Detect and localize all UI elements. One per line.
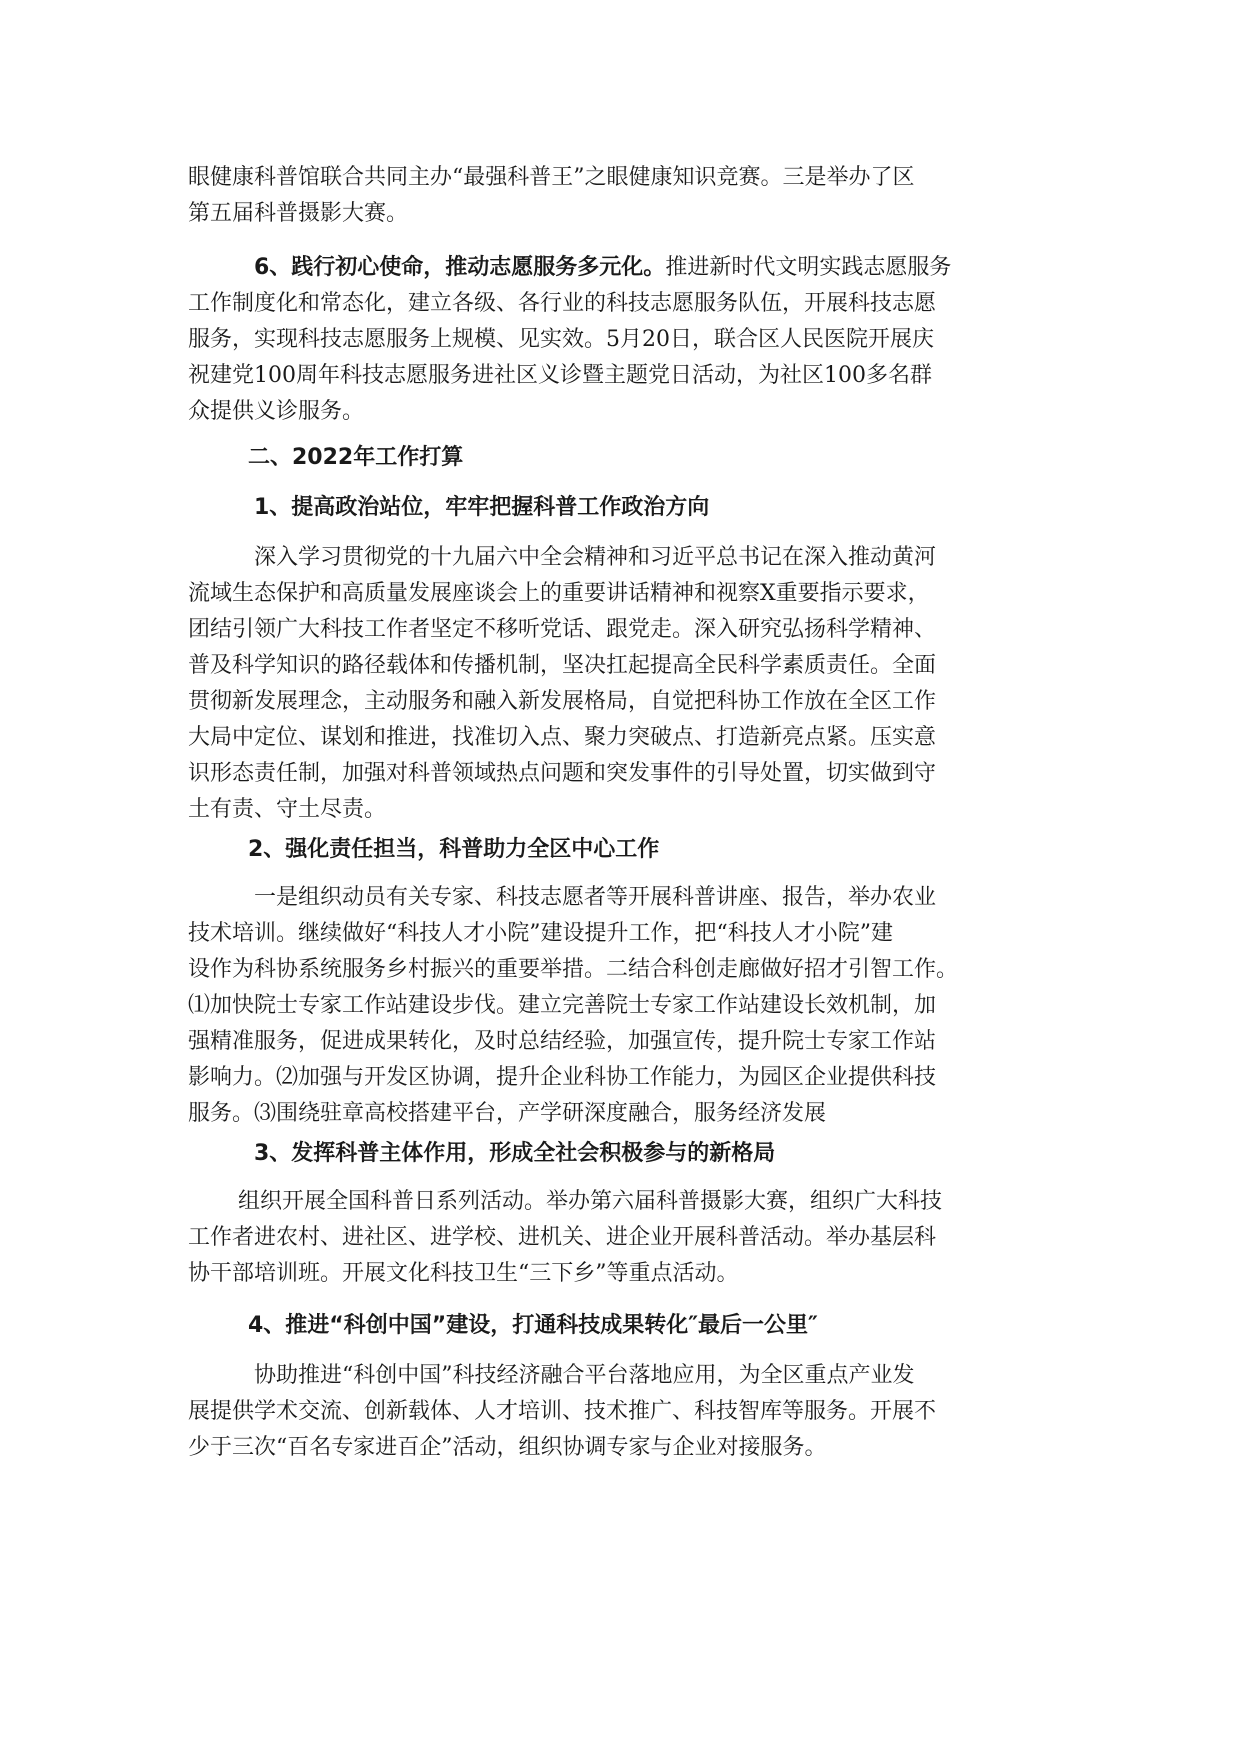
- text-line: 一是组织动员有关专家、科技志愿者等开展科普讲座、报告，举办农业: [254, 885, 937, 910]
- subheading-1: [188, 490, 1068, 526]
- text-line: 团结引领广大科技工作者坚定不移听党话、跟党走。深入研究弘扬科学精神、: [188, 617, 937, 642]
- sci-innovation-china-paragraph: [188, 1358, 1068, 1466]
- text-line: 识形态责任制，加强对科普领域热点问题和突发事件的引导处置，切实做到守: [188, 761, 937, 786]
- political-direction-paragraph: [188, 540, 1068, 828]
- text-line: 设作为科协系统服务乡村振兴的重要举措。二结合科创走廊做好招才引智工作。: [188, 957, 959, 982]
- text-line: 少于三次“百名专家进百企”活动，组织协调专家与企业对接服务。: [188, 1435, 827, 1460]
- text-line: 土有责、守土尽责。: [188, 797, 387, 822]
- responsibility-paragraph: [188, 880, 1068, 1132]
- text-line: 服务，实现科技志愿服务上规模、见实效。5月20日，联合区人民医院开展庆: [188, 327, 934, 352]
- text-line: 众提供义诊服务。: [188, 399, 365, 424]
- text-line: 协干部培训班。开展文化科技卫生“三下乡”等重点活动。: [188, 1261, 739, 1286]
- subheading-3: [188, 1136, 1068, 1172]
- text-line: ⑴加快院士专家工作站建设步伐。建立完善院士专家工作站建设长效机制，加: [188, 993, 937, 1018]
- text-line: 组织开展全国科普日系列活动。举办第六届科普摄影大赛，组织广大科技: [238, 1189, 943, 1214]
- subheading-text: 2、强化责任担当，科普助力全区中心工作: [248, 837, 660, 862]
- volunteer-service-paragraph: [188, 250, 1068, 430]
- text-line: 流域生态保护和高质量发展座谈会上的重要讲话精神和视察X重要指示要求，: [188, 581, 930, 606]
- text-line: 工作者进农村、进社区、进学校、进机关、进企业开展科普活动。举办基层科: [188, 1225, 937, 1250]
- text-line: 展提供学术交流、创新载体、人才培训、技术推广、科技智库等服务。开展不: [188, 1399, 937, 1424]
- subheading-text: 1、提高政治站位，牢牢把握科普工作政治方向: [254, 495, 710, 520]
- paragraph-lead-bold: 6、践行初心使命，推动志愿服务多元化。: [254, 255, 666, 280]
- subheading-4: [188, 1308, 1068, 1344]
- text-line: 深入学习贯彻党的十九届六中全会精神和习近平总书记在深入推动黄河: [254, 545, 937, 570]
- text-line: 协助推进“科创中国”科技经济融合平台落地应用，为全区重点产业发: [254, 1363, 915, 1388]
- text-line: 祝建党100周年科技志愿服务进社区义诊暨主题党日活动，为社区100多名群: [188, 363, 932, 388]
- subheading-2: [188, 832, 1068, 868]
- science-subject-paragraph: [188, 1184, 1068, 1292]
- paragraph-lead-rest: 推进新时代文明实践志愿服务: [665, 255, 952, 280]
- text-line: 强精准服务，促进成果转化，及时总结经验，加强宣传，提升院士专家工作站: [188, 1029, 937, 1054]
- text-line: 眼健康科普馆联合共同主办“最强科普王”之眼健康知识竞赛。三是举办了区: [188, 165, 915, 190]
- text-line: 普及科学知识的路径载体和传播机制，坚决扛起提高全民科学素质责任。全面: [188, 653, 937, 678]
- subheading-text: 3、发挥科普主体作用，形成全社会积极参与的新格局: [254, 1141, 776, 1166]
- subheading-text: 4、推进“科创中国”建设，打通科技成果转化″最后一公里″: [248, 1313, 818, 1338]
- text-line: [188, 250, 1068, 286]
- text-line: 大局中定位、谋划和推进，找准切入点、聚力突破点、打造新亮点紧。压实意: [188, 725, 937, 750]
- text-line: 贯彻新发展理念，主动服务和融入新发展格局，自觉把科协工作放在全区工作: [188, 689, 937, 714]
- text-line: 影响力。⑵加强与开发区协调，提升企业科协工作能力，为园区企业提供科技: [188, 1065, 937, 1090]
- text-line: 第五届科普摄影大赛。: [188, 201, 409, 226]
- text-line: 工作制度化和常态化，建立各级、各行业的科技志愿服务队伍，开展科技志愿: [188, 291, 937, 316]
- section-heading: [188, 440, 1068, 476]
- section-heading-text: 二、2022年工作打算: [248, 445, 464, 470]
- intro-paragraph: [188, 160, 1068, 232]
- text-line: 服务。⑶围绕驻章高校搭建平台，产学研深度融合，服务经济发展: [188, 1101, 827, 1126]
- text-line: 技术培训。继续做好“科技人才小院”建设提升工作，把“科技人才小院”建: [188, 921, 893, 946]
